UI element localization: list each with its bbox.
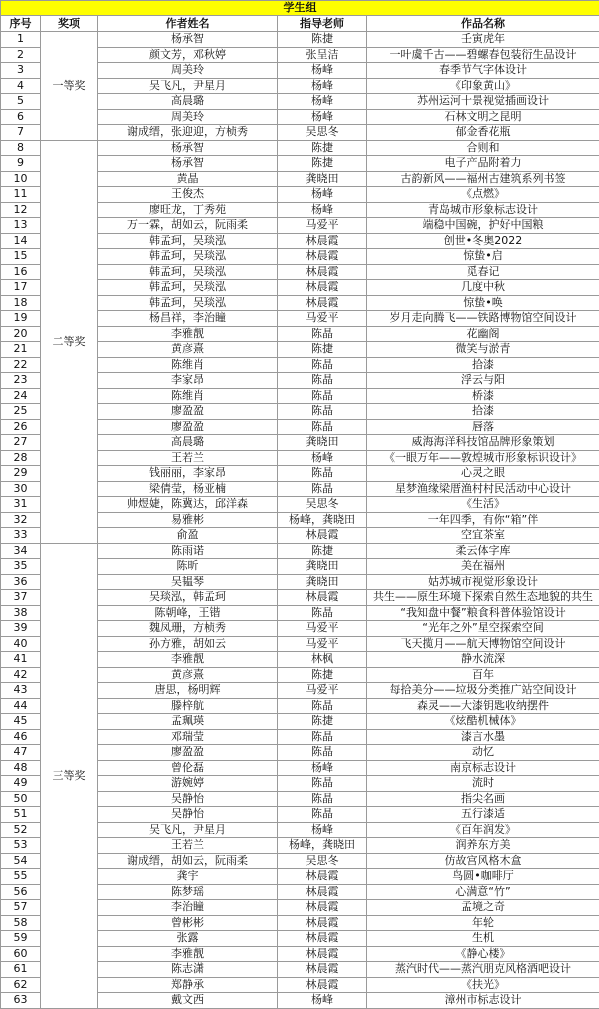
row-index: 10 (1, 171, 41, 187)
row-index: 25 (1, 404, 41, 420)
advisor-name: 陈捷 (278, 543, 367, 559)
work-title: 青岛城市形象标志设计 (367, 202, 599, 218)
author-names: 黄彦熹 (98, 667, 278, 683)
work-title: 飞天揽月——航天博物馆空间设计 (367, 636, 599, 652)
author-names: 帅煜婕，陈冀达，邱洋森 (98, 497, 278, 513)
row-index: 55 (1, 869, 41, 885)
work-title: 漳州市标志设计 (367, 993, 599, 1009)
work-title: 《炫酷机械体》 (367, 714, 599, 730)
author-names: 张露 (98, 931, 278, 947)
work-title: 唇落 (367, 419, 599, 435)
author-names: 吴飞凡，尹星月 (98, 78, 278, 94)
advisor-name: 林晨霞 (278, 249, 367, 265)
header-award: 奖项 (41, 16, 98, 32)
advisor-name: 陈晶 (278, 745, 367, 761)
row-index: 7 (1, 125, 41, 141)
row-index: 24 (1, 388, 41, 404)
author-names: 廖旺龙，丁秀苑 (98, 202, 278, 218)
work-title: 一年四季，有你“箱”伴 (367, 512, 599, 528)
author-names: 钱丽丽，李家昂 (98, 466, 278, 482)
row-index: 42 (1, 667, 41, 683)
author-names: 陈维肖 (98, 357, 278, 373)
author-names: 陈维肖 (98, 388, 278, 404)
work-title: 苏州运河十景视觉插画设计 (367, 94, 599, 110)
row-index: 6 (1, 109, 41, 125)
work-title: 《百年润发》 (367, 822, 599, 838)
advisor-name: 杨峰 (278, 202, 367, 218)
author-names: 杨昌祥，李治瞳 (98, 311, 278, 327)
advisor-name: 林晨霞 (278, 884, 367, 900)
author-names: 吴静怡 (98, 807, 278, 823)
author-names: 李雅靓 (98, 326, 278, 342)
advisor-name: 马爱平 (278, 683, 367, 699)
work-title: 指尖名画 (367, 791, 599, 807)
work-title: 每拾美分——垃圾分类推广站空间设计 (367, 683, 599, 699)
work-title: 静水流深 (367, 652, 599, 668)
advisor-name: 陈晶 (278, 791, 367, 807)
work-title: 花幽阁 (367, 326, 599, 342)
work-title: 《静心楼》 (367, 946, 599, 962)
work-title: 姑苏城市视觉形象设计 (367, 574, 599, 590)
row-index: 8 (1, 140, 41, 156)
advisor-name: 马爱平 (278, 621, 367, 637)
author-names: 戴文西 (98, 993, 278, 1009)
advisor-name: 陈捷 (278, 667, 367, 683)
advisor-name: 吴思冬 (278, 125, 367, 141)
advisor-name: 陈晶 (278, 605, 367, 621)
author-names: 吴琰泓，韩孟珂 (98, 590, 278, 606)
row-index: 2 (1, 47, 41, 63)
header-row (1, 16, 599, 32)
advisor-name: 杨峰 (278, 822, 367, 838)
work-title: 拾漆 (367, 357, 599, 373)
advisor-name: 林晨霞 (278, 280, 367, 296)
advisor-name: 陈晶 (278, 466, 367, 482)
work-title: 壬寅虎年 (367, 32, 599, 48)
row-index: 56 (1, 884, 41, 900)
author-names: 高晨璐 (98, 94, 278, 110)
work-title: 共生——原生环境下探索自然生态地貌的共生 (367, 590, 599, 606)
award-level: 二等奖 (41, 140, 98, 543)
row-index: 5 (1, 94, 41, 110)
advisor-name: 杨峰，龚晓田 (278, 838, 367, 854)
row-index: 39 (1, 621, 41, 637)
author-names: 邓瑞莹 (98, 729, 278, 745)
row-index: 57 (1, 900, 41, 916)
table-row (1, 32, 599, 48)
author-names: 吴静怡 (98, 791, 278, 807)
advisor-name: 陈捷 (278, 156, 367, 172)
advisor-name: 林晨霞 (278, 590, 367, 606)
advisor-name: 林晨霞 (278, 528, 367, 544)
author-names: 易雅彬 (98, 512, 278, 528)
row-index: 58 (1, 915, 41, 931)
author-names: 俞盈 (98, 528, 278, 544)
work-title: 年轮 (367, 915, 599, 931)
author-names: 郑静承 (98, 977, 278, 993)
author-names: 颜文芳，邓秋婷 (98, 47, 278, 63)
work-title: 几度中秋 (367, 280, 599, 296)
work-title: 心灵之眼 (367, 466, 599, 482)
work-title: 流时 (367, 776, 599, 792)
award-level: 一等奖 (41, 32, 98, 141)
advisor-name: 林晨霞 (278, 962, 367, 978)
work-title: 郁金香花瓶 (367, 125, 599, 141)
author-names: 陈志潇 (98, 962, 278, 978)
work-title: 生机 (367, 931, 599, 947)
row-index: 40 (1, 636, 41, 652)
advisor-name: 龚晓田 (278, 574, 367, 590)
row-index: 62 (1, 977, 41, 993)
advisor-name: 陈晶 (278, 481, 367, 497)
row-index: 12 (1, 202, 41, 218)
author-names: 李雅靓 (98, 946, 278, 962)
author-names: 曾伦磊 (98, 760, 278, 776)
work-title: 润养东方美 (367, 838, 599, 854)
author-names: 陈雨诺 (98, 543, 278, 559)
row-index: 52 (1, 822, 41, 838)
row-index: 51 (1, 807, 41, 823)
author-names: 高晨璐 (98, 435, 278, 451)
row-index: 59 (1, 931, 41, 947)
work-title: 南京标志设计 (367, 760, 599, 776)
advisor-name: 陈晶 (278, 776, 367, 792)
advisor-name: 杨峰 (278, 993, 367, 1009)
row-index: 46 (1, 729, 41, 745)
row-index: 44 (1, 698, 41, 714)
row-index: 48 (1, 760, 41, 776)
work-title: 《扶光》 (367, 977, 599, 993)
author-names: 孙方雅，胡如云 (98, 636, 278, 652)
row-index: 4 (1, 78, 41, 94)
advisor-name: 马爱平 (278, 218, 367, 234)
author-names: 王俊杰 (98, 187, 278, 203)
work-title: 觅春记 (367, 264, 599, 280)
work-title: 创世•冬奥2022 (367, 233, 599, 249)
row-index: 43 (1, 683, 41, 699)
author-names: 韩孟珂，吴琰泓 (98, 233, 278, 249)
title-row (1, 1, 599, 16)
work-title: 电子产品附着力 (367, 156, 599, 172)
sheet-title: 学生组 (1, 1, 599, 16)
advisor-name: 杨峰，龚晓田 (278, 512, 367, 528)
advisor-name: 吴思冬 (278, 853, 367, 869)
work-title: 石林文明之昆明 (367, 109, 599, 125)
advisor-name: 林晨霞 (278, 931, 367, 947)
advisor-name: 杨峰 (278, 760, 367, 776)
advisor-name: 马爱平 (278, 311, 367, 327)
work-title: 《点燃》 (367, 187, 599, 203)
work-title: 一叶虞千古——碧螺春包装衍生品设计 (367, 47, 599, 63)
work-title: 微笑与淤青 (367, 342, 599, 358)
row-index: 14 (1, 233, 41, 249)
work-title: 蒸汽时代——蒸汽朋克风格酒吧设计 (367, 962, 599, 978)
row-index: 27 (1, 435, 41, 451)
work-title: 美在福州 (367, 559, 599, 575)
row-index: 31 (1, 497, 41, 513)
row-index: 41 (1, 652, 41, 668)
row-index: 45 (1, 714, 41, 730)
work-title: 《生活》 (367, 497, 599, 513)
row-index: 32 (1, 512, 41, 528)
work-title: 孟境之奇 (367, 900, 599, 916)
work-title: 森灵——大漆钥匙收纳摆件 (367, 698, 599, 714)
author-names: 吴韫琴 (98, 574, 278, 590)
author-names: 韩孟珂，吴琰泓 (98, 249, 278, 265)
work-title: 岁月走向腾飞——铁路博物馆空间设计 (367, 311, 599, 327)
advisor-name: 陈晶 (278, 729, 367, 745)
header-author: 作者姓名 (98, 16, 278, 32)
author-names: 黄彦熹 (98, 342, 278, 358)
advisor-name: 林晨霞 (278, 900, 367, 916)
advisor-name: 龚晓田 (278, 435, 367, 451)
author-names: 杨承智 (98, 32, 278, 48)
author-names: 陈昕 (98, 559, 278, 575)
author-names: 王若兰 (98, 450, 278, 466)
advisor-name: 林晨霞 (278, 869, 367, 885)
work-title: 空宜茶室 (367, 528, 599, 544)
work-title: 威海海洋科技馆品牌形象策划 (367, 435, 599, 451)
work-title: 惊蛰•启 (367, 249, 599, 265)
author-names: 韩孟珂，吴琰泓 (98, 280, 278, 296)
work-title: “我知盘中餐”粮食科普体验馆设计 (367, 605, 599, 621)
header-work: 作品名称 (367, 16, 599, 32)
advisor-name: 林晨霞 (278, 915, 367, 931)
advisor-name: 林晨霞 (278, 977, 367, 993)
work-title: 桥漆 (367, 388, 599, 404)
advisor-name: 陈晶 (278, 373, 367, 389)
row-index: 37 (1, 590, 41, 606)
row-index: 26 (1, 419, 41, 435)
author-names: 杨承智 (98, 156, 278, 172)
work-title: 《印象黄山》 (367, 78, 599, 94)
advisor-name: 龚晓田 (278, 171, 367, 187)
advisor-name: 杨峰 (278, 78, 367, 94)
row-index: 21 (1, 342, 41, 358)
work-title: 春季节气字体设计 (367, 63, 599, 79)
advisor-name: 林晨霞 (278, 233, 367, 249)
advisor-name: 陈晶 (278, 419, 367, 435)
work-title: 仿故宫风格木盒 (367, 853, 599, 869)
row-index: 11 (1, 187, 41, 203)
row-index: 1 (1, 32, 41, 48)
author-names: 廖盈盈 (98, 404, 278, 420)
advisor-name: 杨峰 (278, 94, 367, 110)
row-index: 18 (1, 295, 41, 311)
work-title: 拾漆 (367, 404, 599, 420)
row-index: 54 (1, 853, 41, 869)
work-title: 漆言水墨 (367, 729, 599, 745)
author-names: 谢成缙，胡如云，阮雨柔 (98, 853, 278, 869)
advisor-name: 陈晶 (278, 326, 367, 342)
advisor-name: 陈晶 (278, 807, 367, 823)
row-index: 15 (1, 249, 41, 265)
author-names: 龚宇 (98, 869, 278, 885)
author-names: 谢成缙，张迎迎，方桢秀 (98, 125, 278, 141)
advisor-name: 陈晶 (278, 357, 367, 373)
row-index: 36 (1, 574, 41, 590)
advisor-name: 林晨霞 (278, 946, 367, 962)
row-index: 63 (1, 993, 41, 1009)
award-level: 三等奖 (41, 543, 98, 1008)
advisor-name: 吴思冬 (278, 497, 367, 513)
author-names: 滕梓航 (98, 698, 278, 714)
header-index: 序号 (1, 16, 41, 32)
advisor-name: 陈捷 (278, 342, 367, 358)
advisor-name: 杨峰 (278, 63, 367, 79)
advisor-name: 杨峰 (278, 187, 367, 203)
row-index: 20 (1, 326, 41, 342)
advisor-name: 陈晶 (278, 404, 367, 420)
work-title: 柔云体字库 (367, 543, 599, 559)
author-names: 吴飞凡，尹星月 (98, 822, 278, 838)
row-index: 50 (1, 791, 41, 807)
advisor-name: 陈晶 (278, 698, 367, 714)
author-names: 魏凤珊，方桢秀 (98, 621, 278, 637)
row-index: 9 (1, 156, 41, 172)
author-names: 杨承智 (98, 140, 278, 156)
row-index: 16 (1, 264, 41, 280)
row-index: 60 (1, 946, 41, 962)
row-index: 30 (1, 481, 41, 497)
work-title: 惊蛰•唤 (367, 295, 599, 311)
author-names: 唐思，杨明辉 (98, 683, 278, 699)
row-index: 61 (1, 962, 41, 978)
advisor-name: 杨峰 (278, 109, 367, 125)
advisor-name: 陈晶 (278, 388, 367, 404)
author-names: 李雅靓 (98, 652, 278, 668)
work-title: 星梦渔缘梁厝渔村村民活动中心设计 (367, 481, 599, 497)
advisor-name: 林晨霞 (278, 264, 367, 280)
advisor-name: 林枫 (278, 652, 367, 668)
author-names: 李家昂 (98, 373, 278, 389)
row-index: 49 (1, 776, 41, 792)
row-index: 35 (1, 559, 41, 575)
author-names: 廖盈盈 (98, 745, 278, 761)
table-row (1, 543, 599, 559)
advisor-name: 龚晓田 (278, 559, 367, 575)
row-index: 19 (1, 311, 41, 327)
work-title: 百年 (367, 667, 599, 683)
row-index: 53 (1, 838, 41, 854)
work-title: 合则和 (367, 140, 599, 156)
header-teacher: 指导老师 (278, 16, 367, 32)
work-title: 端稳中国碗，护好中国粮 (367, 218, 599, 234)
row-index: 17 (1, 280, 41, 296)
work-title: 动忆 (367, 745, 599, 761)
row-index: 23 (1, 373, 41, 389)
row-index: 47 (1, 745, 41, 761)
advisor-name: 陈捷 (278, 140, 367, 156)
advisor-name: 杨峰 (278, 450, 367, 466)
work-title: 五行漆适 (367, 807, 599, 823)
row-index: 29 (1, 466, 41, 482)
author-names: 廖盈盈 (98, 419, 278, 435)
author-names: 韩孟珂，吴琰泓 (98, 295, 278, 311)
row-index: 28 (1, 450, 41, 466)
work-title: 浮云与阳 (367, 373, 599, 389)
advisor-name: 陈捷 (278, 32, 367, 48)
author-names: 陈梦瑶 (98, 884, 278, 900)
author-names: 黄晶 (98, 171, 278, 187)
advisor-name: 林晨霞 (278, 295, 367, 311)
advisor-name: 张呈洁 (278, 47, 367, 63)
author-names: 梁倩莹，杨亚楠 (98, 481, 278, 497)
author-names: 游婉婷 (98, 776, 278, 792)
author-names: 韩孟珂，吴琰泓 (98, 264, 278, 280)
author-names: 孟珮瑛 (98, 714, 278, 730)
work-title: 鸟圆•咖啡厅 (367, 869, 599, 885)
work-title: 《一眼万年——敦煌城市形象标识设计》 (367, 450, 599, 466)
row-index: 38 (1, 605, 41, 621)
author-names: 陈朝峰，王锴 (98, 605, 278, 621)
row-index: 22 (1, 357, 41, 373)
row-index: 13 (1, 218, 41, 234)
advisor-name: 陈捷 (278, 714, 367, 730)
author-names: 周美玲 (98, 63, 278, 79)
advisor-name: 马爱平 (278, 636, 367, 652)
work-title: “光年之外”星空探索空间 (367, 621, 599, 637)
row-index: 33 (1, 528, 41, 544)
row-index: 34 (1, 543, 41, 559)
author-names: 王若兰 (98, 838, 278, 854)
author-names: 周美玲 (98, 109, 278, 125)
table-row (1, 140, 599, 156)
author-names: 万一霖，胡如云，阮雨柔 (98, 218, 278, 234)
work-title: 心满意“竹” (367, 884, 599, 900)
row-index: 3 (1, 63, 41, 79)
author-names: 曾彬彬 (98, 915, 278, 931)
author-names: 李治瞳 (98, 900, 278, 916)
work-title: 古韵新风——福州古建筑系列书签 (367, 171, 599, 187)
